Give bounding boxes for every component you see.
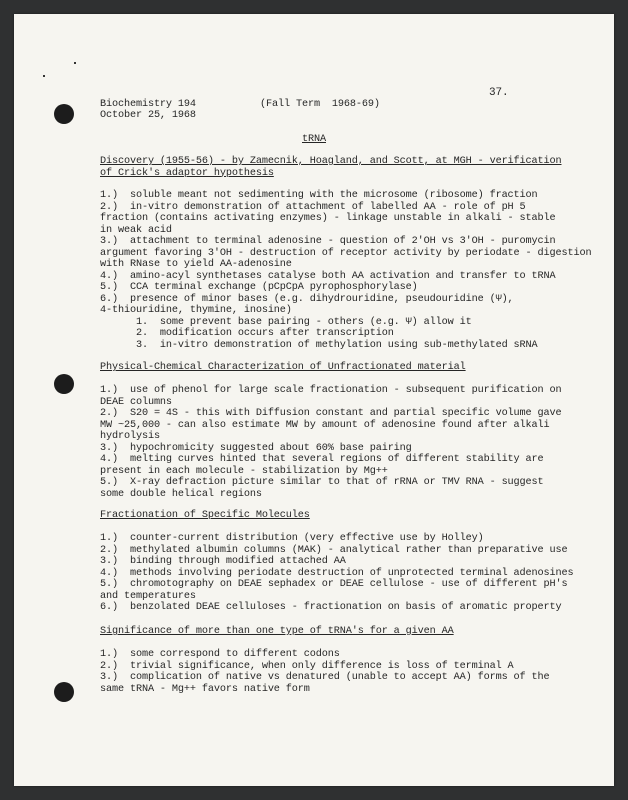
list-item: 5.) CCA terminal exchange (pCpCpA pyrophosphorylase) (100, 282, 418, 293)
list-item: some double helical regions (100, 488, 262, 500)
list-item: 3.) hypochromicity suggested about 60% base pairing (100, 442, 412, 454)
list-item: present in each molecule - stabilization by Mg++ (100, 465, 388, 477)
binder-hole (54, 374, 74, 394)
page-number: 37. (489, 87, 509, 99)
list-item: MW ~25,000 - can also estimate MW by amount of adenosine found after alkali (100, 419, 550, 431)
binder-hole (54, 682, 74, 702)
list-item: 4.) methods involving periodate destruction of unprotected terminal adenosines (100, 567, 574, 579)
section-heading-discovery: Discovery (1955-56) - by Zamecnik, Hoagland, and Scott, at MGH - verification (100, 156, 562, 167)
list-item: and temperatures (100, 590, 196, 602)
list-item: 4-thiouridine, thymine, inosine) (100, 305, 292, 316)
term: (Fall Term 1968-69) (260, 99, 380, 110)
page-title: tRNA (302, 134, 326, 145)
list-item: 5.) chromotography on DEAE sephadex or DEAE cellulose - use of different pH's (100, 579, 568, 590)
list-item: 3.) complication of native vs denatured (unable to accept AA) forms of the (100, 672, 550, 683)
list-item: 3.) attachment to terminal adenosine - question of 2'OH vs 3'OH - puromycin (100, 236, 556, 247)
list-item: 6.) benzolated DEAE celluloses - fractionation on basis of aromatic property (100, 602, 562, 613)
list-item: 1. some prevent base pairing - others (e.g. Ψ) allow it (100, 316, 472, 328)
paper-speck (43, 75, 45, 77)
section-heading-physical: Physical-Chemical Characterization of Unfractionated material (100, 362, 466, 373)
list-item: 4.) melting curves hinted that several regions of different stability are (100, 454, 544, 465)
list-item: DEAE columns (100, 396, 172, 408)
list-item: same tRNA - Mg++ favors native form (100, 683, 310, 695)
list-item: 3.) binding through modified attached AA (100, 556, 346, 567)
section-heading-fractionation: Fractionation of Specific Molecules (100, 510, 310, 521)
paper-speck (74, 62, 76, 64)
lecture-date: October 25, 1968 (100, 110, 196, 121)
document-page (14, 14, 614, 786)
section-heading-significance: Significance of more than one type of tRNA's for a given AA (100, 626, 454, 637)
list-item: 4.) amino-acyl synthetases catalyse both AA activation and transfer to tRNA (100, 270, 556, 282)
list-item: 2.) trivial significance, when only difference is loss of terminal A (100, 660, 514, 672)
list-item: 3. in-vitro demonstration of methylation using sub-methylated sRNA (100, 339, 538, 351)
course-name: Biochemistry 194 (100, 99, 196, 110)
list-item: hydrolysis (100, 431, 160, 442)
list-item: 1.) some correspond to different codons (100, 649, 340, 660)
list-item: fraction (contains activating enzymes) - linkage unstable in alkali - stable (100, 213, 556, 224)
section-heading-discovery: of Crick's adaptor hypothesis (100, 167, 274, 179)
list-item: 2. modification occurs after transcription (100, 328, 394, 339)
list-item: 2.) in-vitro demonstration of attachment of labelled AA - role of pH 5 (100, 201, 526, 213)
binder-hole (54, 104, 74, 124)
list-item: 2.) S20 = 4S - this with Diffusion constant and partial specific volume gave (100, 408, 562, 419)
list-item: 6.) presence of minor bases (e.g. dihydrouridine, pseudouridine (Ψ), (100, 293, 514, 305)
list-item: in weak acid (100, 224, 172, 236)
list-item: argument favoring 3'OH - destruction of receptor activity by periodate - digestion (100, 247, 592, 259)
list-item: 1.) use of phenol for large scale fractionation - subsequent purification on (100, 385, 562, 396)
list-item: 1.) soluble meant not sedimenting with the microsome (ribosome) fraction (100, 190, 538, 201)
list-item: with RNase to yield AA-adenosine (100, 259, 292, 270)
list-item: 1.) counter-current distribution (very effective use by Holley) (100, 533, 484, 544)
list-item: 5.) X-ray defraction picture similar to that of rRNA or TMV RNA - suggest (100, 477, 544, 488)
list-item: 2.) methylated albumin columns (MAK) - analytical rather than preparative use (100, 544, 568, 556)
